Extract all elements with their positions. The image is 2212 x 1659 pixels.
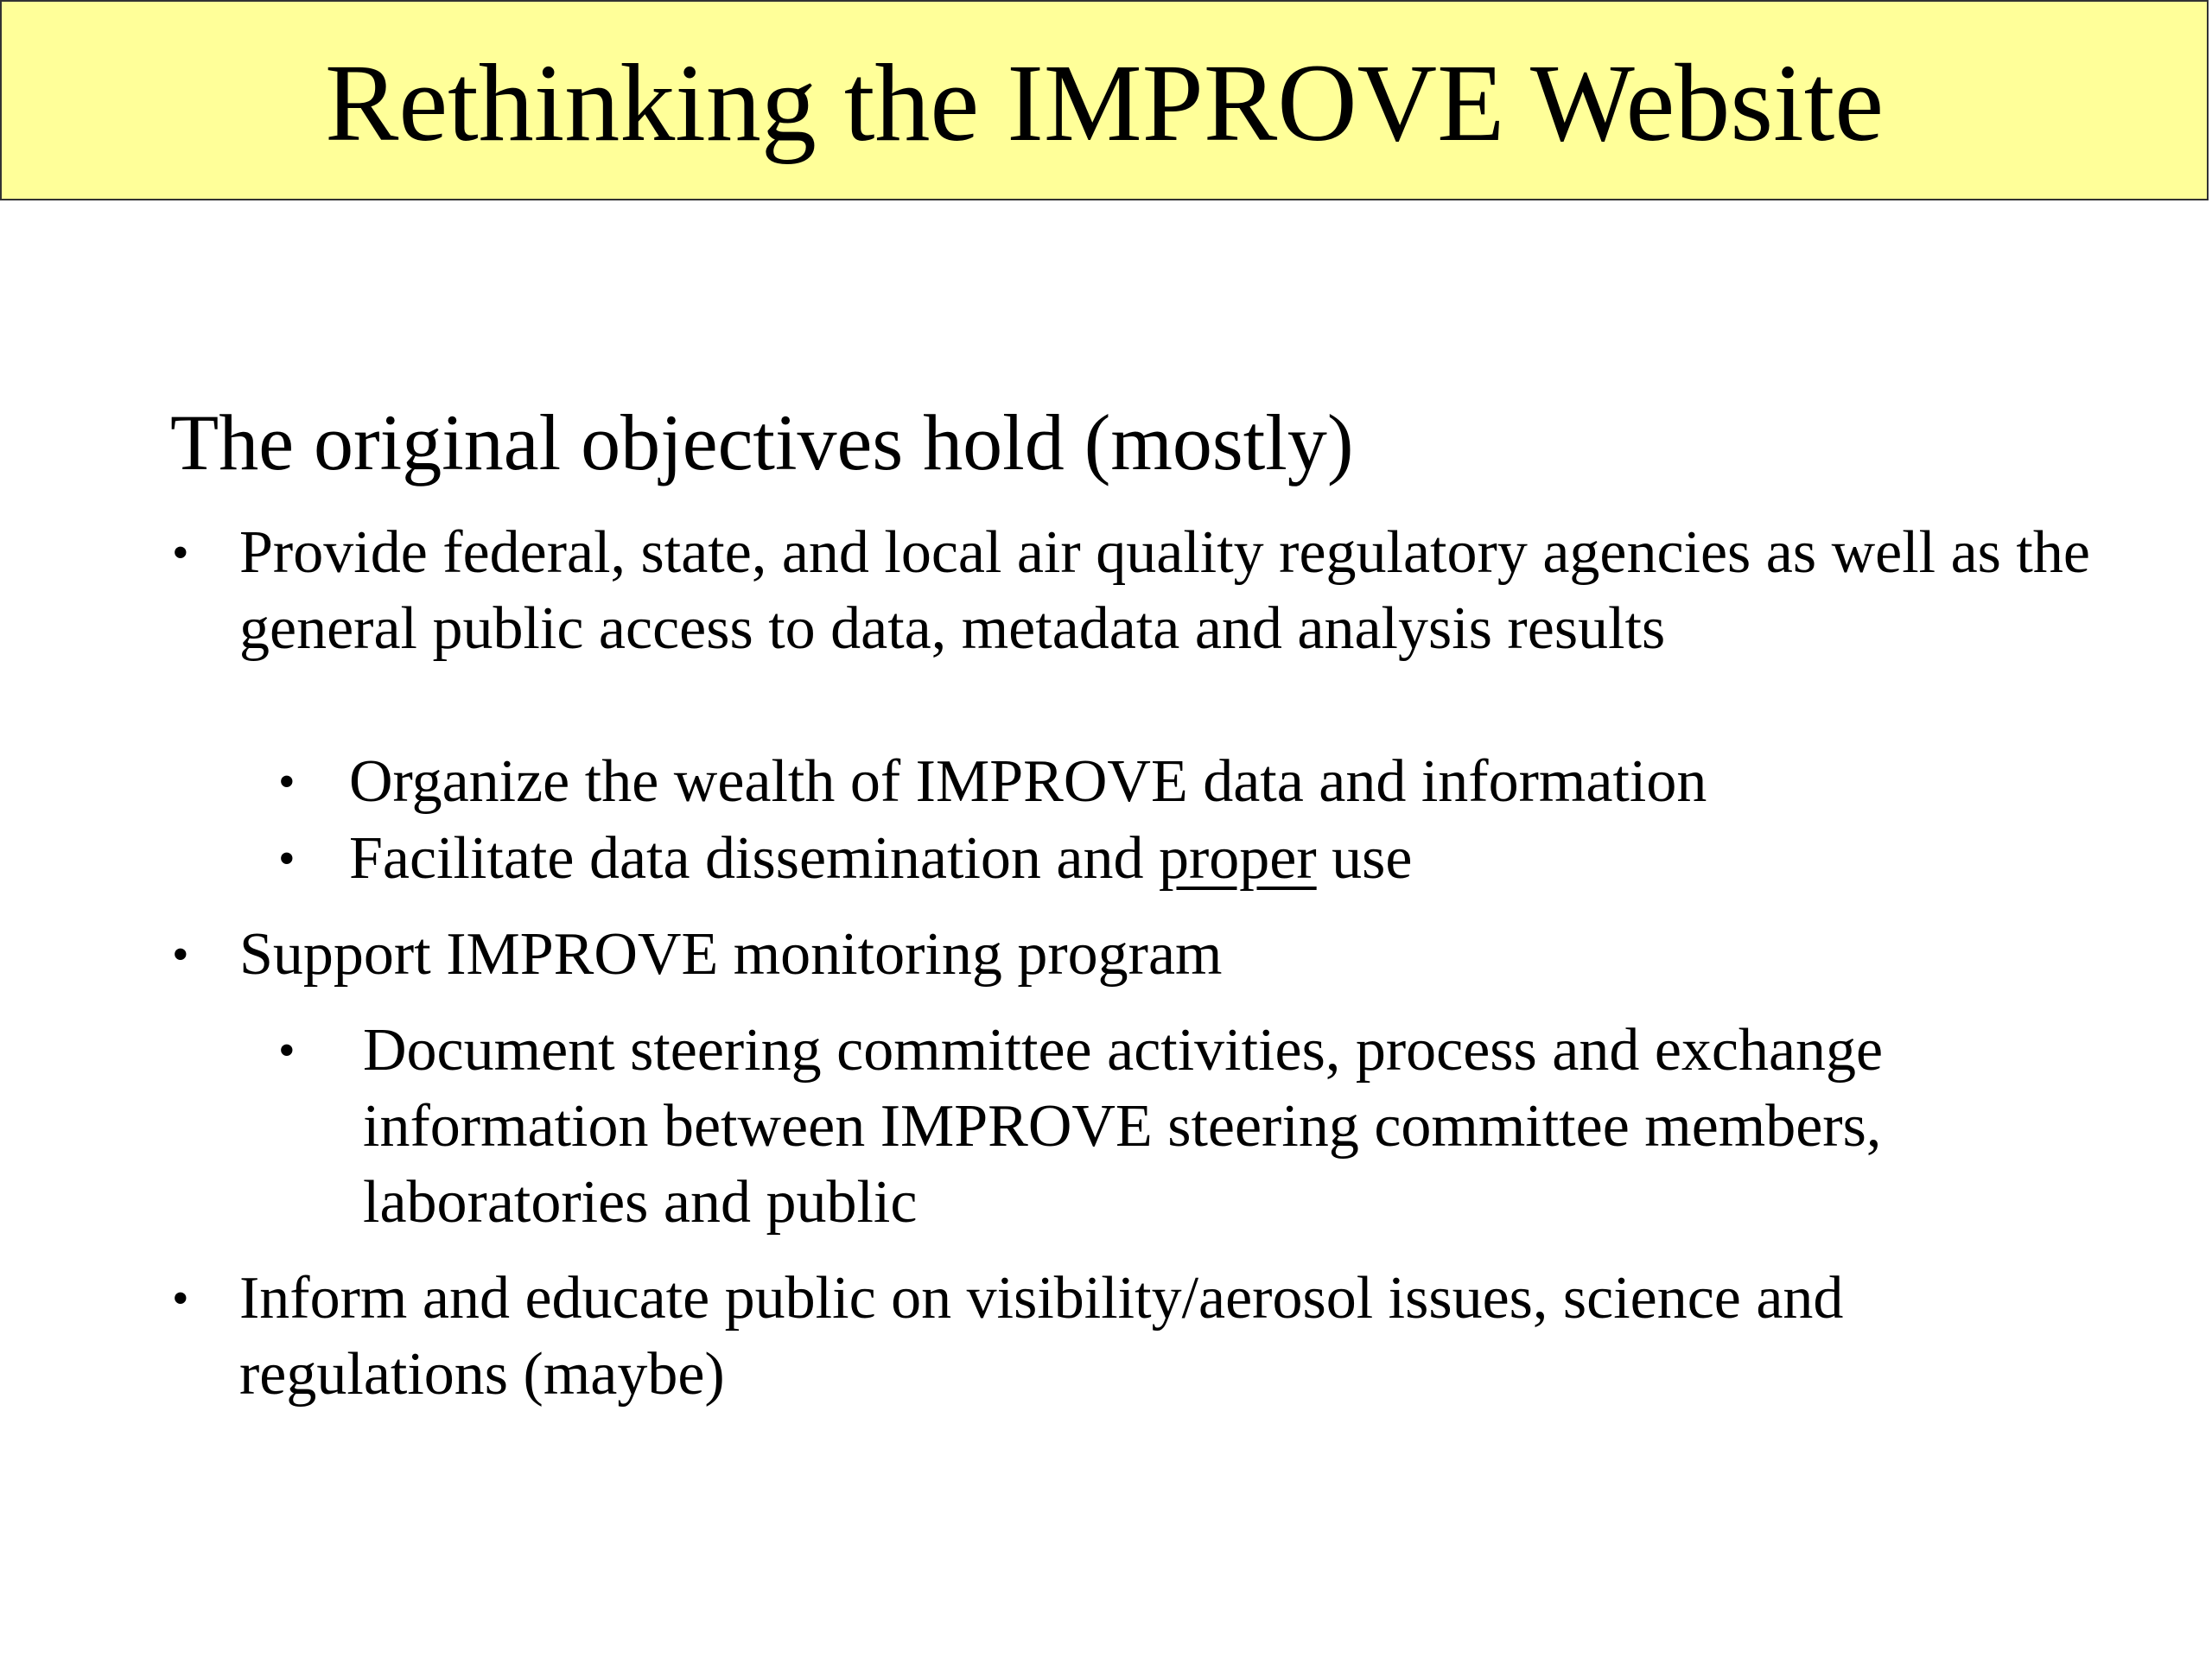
sub-bullet-text: Document steering committee activities, process and exchange information between IMPROVE steering committee members, laboratories and public <box>363 1017 1884 1236</box>
slide-subtitle: The original objectives hold (mostly) <box>170 398 1354 486</box>
bullet-text: Provide federal, state, and local air quality regulatory agencies as well as the general public access to data, metadata and analysis results <box>239 519 2090 662</box>
bullet-icon: • <box>172 526 189 580</box>
bullet-item <box>172 1261 2088 1413</box>
bullet-text: Inform and educate public on visibility/aerosol issues, science and regulations (maybe) <box>239 1265 1844 1408</box>
bullet-item <box>172 515 2106 667</box>
sub-bullet-text-before: Facilitate data dissemination and <box>349 825 1159 892</box>
underlined-word: proper <box>1158 825 1317 892</box>
sub-bullet-item <box>278 821 2077 897</box>
title-bar <box>0 0 2209 200</box>
sub-bullet-text-after: use <box>1316 825 1413 892</box>
bullet-icon: • <box>278 1024 296 1077</box>
bullet-icon: • <box>172 1272 189 1325</box>
bullet-icon: • <box>172 928 189 982</box>
bullet-icon: • <box>278 755 296 809</box>
bullet-icon: • <box>278 832 296 886</box>
bullet-text: Support IMPROVE monitoring program <box>239 921 1223 988</box>
slide-title: Rethinking the IMPROVE Website <box>324 41 1885 164</box>
sub-bullet-text: Organize the wealth of IMPROVE data and information <box>349 748 1707 815</box>
sub-bullet-item <box>278 744 2077 820</box>
sub-bullet-item <box>278 1013 2082 1241</box>
bullet-item <box>172 917 2106 993</box>
